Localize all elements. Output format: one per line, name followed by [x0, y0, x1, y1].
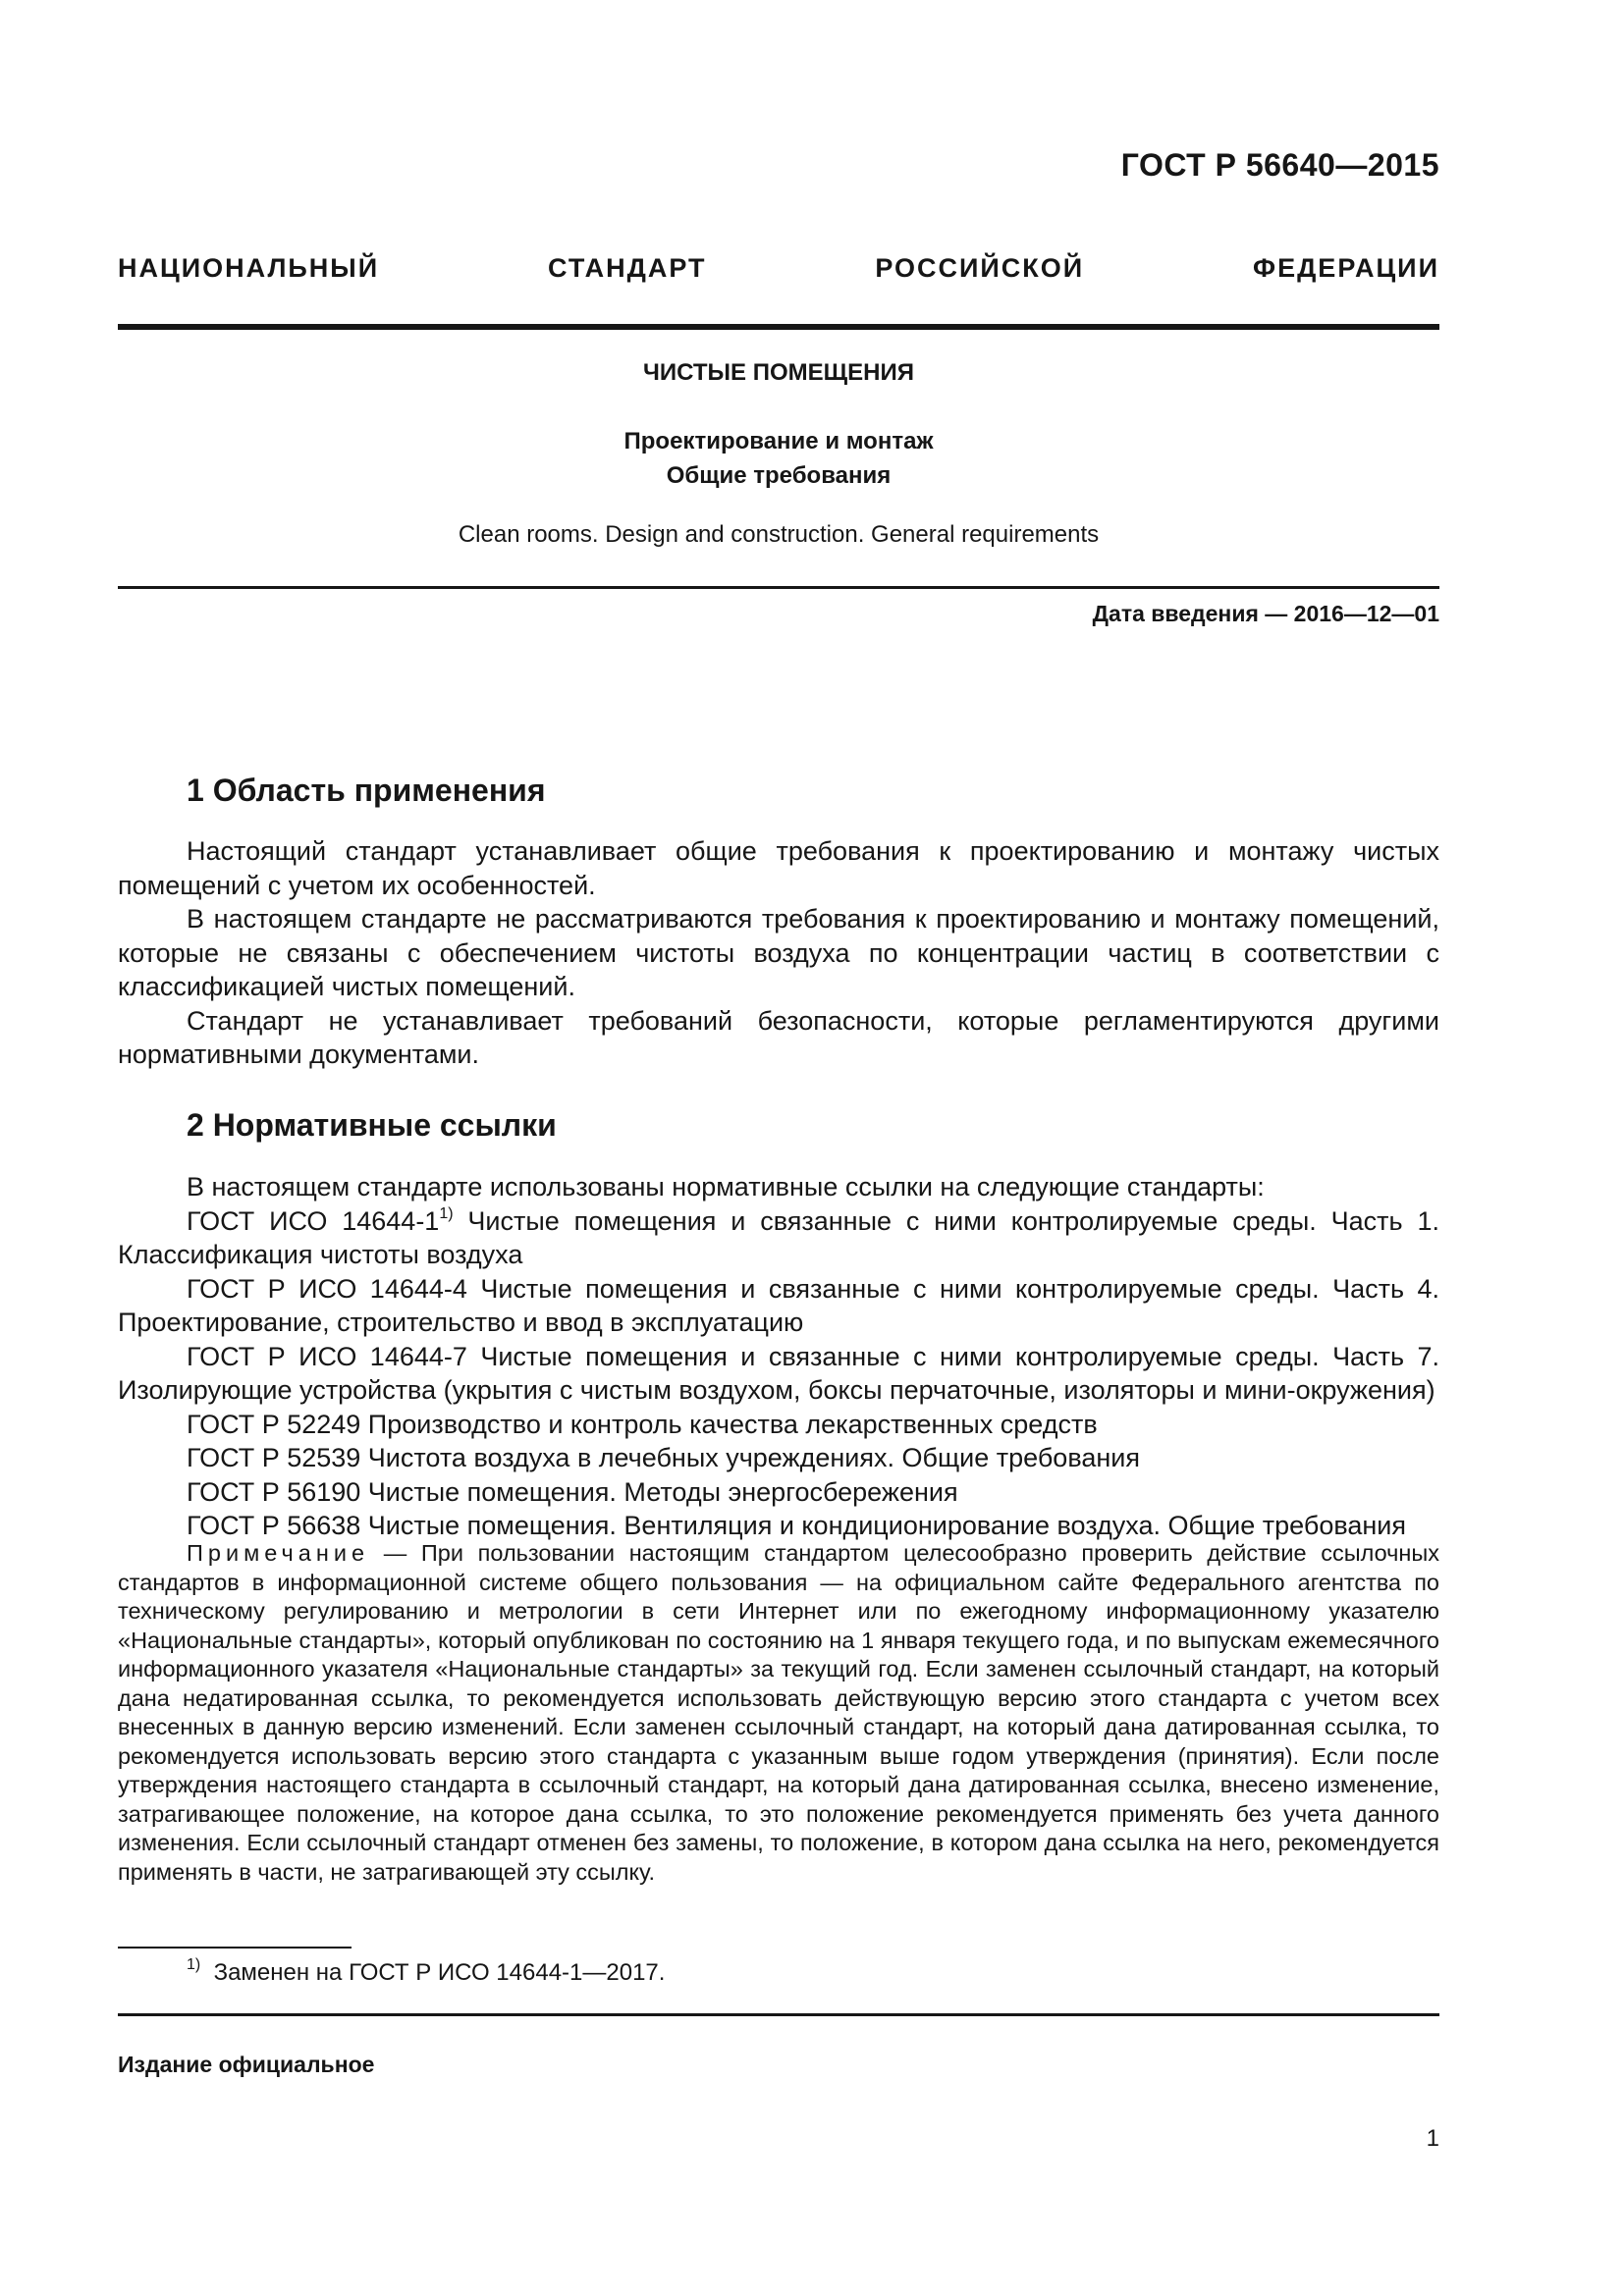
reference-item: ГОСТ Р 56190 Чистые помещения. Методы энергосбережения — [187, 1476, 958, 1507]
reference-code: ГОСТ ИСО 14644-1 — [187, 1205, 440, 1236]
note-text: — При пользовании настоящим стандартом целесообразно проверить действие ссылочных стандартов в информационной системе общего пользования — на официальном сайте Федерального агентства по техническому регулированию и метрологии в сети Интернет или по ежегодному информационному указателю «Национальные стандарты», который опубликован по состоянию на 1 января текущего года, и по выпускам ежемесячного информационного указателя «Национальные стандарты» за текущий год. Если заменен ссылочный стандарт, на который дана недатированная ссылка, то рекомендуется использовать действующую версию этого стандарта с учетом всех внесенных в данную версию изменений. Если заменен ссылочный стандарт, на который дана датированная ссылка, то рекомендуется использовать версию этого стандарта с указанным выше годом утверждения (принятия). Если после утверждения настоящего стандарта в ссылочный стандарт, на который дана датированная ссылка, внесено изменение, затрагивающее положение, на которое дана ссылка, то это положение рекомендуется применять без учета данного изменения. Если ссылочный стандарт отменен без замены, то положение, в котором дана ссылка на него, рекомендуется применять в части, не затрагивающей эту ссылку. — [118, 1540, 1439, 1885]
reference-item: ГОСТ Р ИСО 14644-4 Чистые помещения и связанные с ними контролируемые среды. Часть 4. Проектирование, строительство и ввод в эксплуатацию — [118, 1273, 1439, 1337]
paragraph: Настоящий стандарт устанавливает общие требования к проектированию и монтажу чистых помещений с учетом их особенностей. — [118, 836, 1439, 900]
note-label: Примечание — [187, 1540, 370, 1566]
paragraph: В настоящем стандарте не рассматриваются требования к проектированию и монтажу помещений, которые не связаны с обеспечением чистоты воздуха по концентрации частиц в соответствии с классификацией чистых помещений. — [118, 904, 1439, 1001]
section-1-heading: 1 Область применения — [187, 773, 546, 808]
footnote — [187, 1956, 666, 1987]
note — [118, 1539, 1439, 1887]
footnote-text: Заменен на ГОСТ Р ИСО 14644-1—2017. — [213, 1959, 666, 1986]
footnote-marker: 1) — [439, 1204, 454, 1222]
reference-item: ГОСТ Р 52539 Чистота воздуха в лечебных учреждениях. Общие требования — [187, 1443, 1140, 1472]
subtitle-line-1: Проектирование и монтаж — [623, 428, 934, 454]
introduction-date: Дата введения — 2016—12—01 — [1092, 601, 1439, 626]
title-rule — [118, 586, 1439, 589]
section-1-body — [118, 834, 1439, 1072]
paragraph: Стандарт не устанавливает требований безопасности, которые регламентируются другими нормативными документами. — [118, 1005, 1439, 1069]
footnote-marker: 1) — [187, 1956, 201, 1973]
footer-rule — [118, 2013, 1439, 2016]
reference-item: ГОСТ Р 56638 Чистые помещения. Вентиляция и кондиционирование воздуха. Общие требования — [187, 1511, 1406, 1540]
header-rule — [118, 324, 1439, 330]
reference-item — [118, 1204, 1439, 1272]
document-title: ЧИСТЫЕ ПОМЕЩЕНИЯ — [643, 359, 914, 386]
national-standard-title: НАЦИОНАЛЬНЫЙ СТАНДАРТ РОССИЙСКОЙ ФЕДЕРАЦИИ — [118, 253, 1439, 283]
footnote-separator — [118, 1947, 352, 1949]
subtitle-line-2: Общие требования — [666, 462, 892, 489]
paragraph: В настоящем стандарте использованы нормативные ссылки на следующие стандарты: — [187, 1172, 1265, 1201]
reference-item: ГОСТ Р 52249 Производство и контроль качества лекарственных средств — [187, 1409, 1098, 1439]
reference-item: ГОСТ Р ИСО 14644-7 Чистые помещения и связанные с ними контролируемые среды. Часть 7. Изолирующие устройства (укрытия с чистым воздухом, боксы перчаточные, изоляторы и мини-окружения) — [118, 1341, 1439, 1405]
edition-label: Издание официальное — [118, 2052, 375, 2077]
english-title: Clean rooms. Design and construction. General requirements — [458, 521, 1100, 548]
page-number: 1 — [1426, 2125, 1439, 2152]
reference-title: Чистые помещения и связанные с ними контролируемые среды. Часть 1. Классификация чистоты воздуха — [118, 1205, 1439, 1269]
section-2-heading: 2 Нормативные ссылки — [187, 1107, 557, 1143]
section-2-body — [118, 1170, 1439, 1543]
document-subtitle — [118, 424, 1439, 493]
standard-code: ГОСТ Р 56640—2015 — [1120, 147, 1439, 183]
